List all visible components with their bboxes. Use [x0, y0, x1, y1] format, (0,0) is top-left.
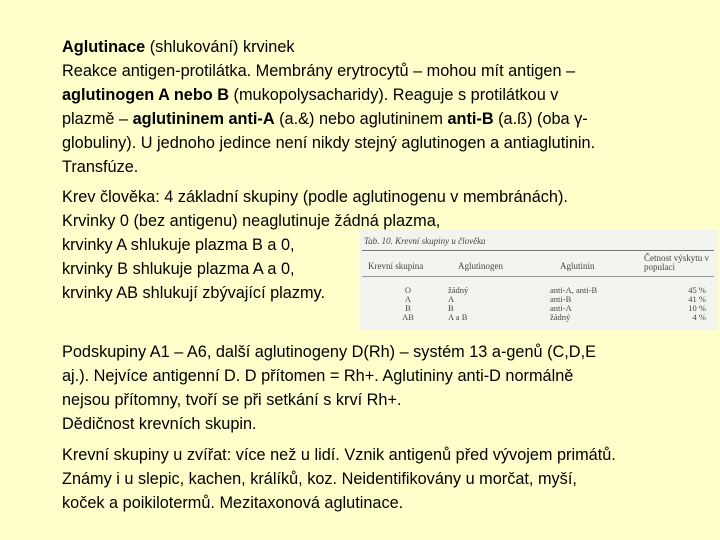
table-cell: anti-A: [550, 303, 572, 313]
line: krvinky B shlukuje plazma A a 0,: [62, 260, 295, 278]
line: Reakce antigen-protilátka. Membrány erytrocytů – mohou mít antigen –: [62, 62, 576, 80]
table-cell: B: [405, 303, 411, 313]
table-title: Tab. 10. Krevní skupiny u člověka: [364, 236, 486, 246]
text: (a.&) nebo aglutininem: [274, 110, 448, 128]
text: (mukopolysacharidy). Reaguje s protilátkou v: [229, 86, 559, 104]
line: Krvinky 0 (bez antigenu) neaglutinuje žádná plazma,: [62, 212, 441, 230]
paragraph-subgroups: [62, 340, 702, 436]
column-frequencies: [678, 286, 706, 322]
line: Známy i u slepic, kachen, králíků, koz. Neidentifikovány u morčat, myší,: [62, 470, 577, 488]
term-anti-b: anti-B: [447, 110, 494, 128]
table-cell: 4 %: [692, 312, 706, 322]
term-agglutination: Aglutinace: [62, 38, 146, 56]
line: globuliny). U jednoho jedince není nikdy stejný aglutinogen a antiaglutinin.: [62, 134, 596, 152]
column-agglutinins: [550, 286, 597, 322]
term-anti-a: aglutininem anti-A: [132, 110, 275, 128]
line: koček a poikilotermů. Mezitaxonová aglutinace.: [62, 494, 404, 512]
table-header: Četnost výskytu v populaci: [644, 253, 710, 272]
table-cell: anti-A, anti-B: [550, 285, 598, 295]
table-cell: 10 %: [688, 303, 706, 313]
text: (a.ß) (oba γ-: [493, 110, 588, 128]
line: [62, 35, 702, 59]
line: Podskupiny A1 – A6, další aglutinogeny D(Rh) – systém 13 a-genů (C,D,E: [62, 343, 596, 361]
table-cell: anti-B: [550, 294, 572, 304]
table-header: Aglutinin: [560, 261, 595, 271]
line: krvinky AB shlukují zbývající plazmy.: [62, 284, 325, 302]
column-agglutinogens: [448, 286, 468, 322]
table-cell: A: [448, 294, 455, 304]
line: krvinky A shlukuje plazma B a 0,: [62, 236, 295, 254]
paragraph-agglutination: [62, 35, 702, 179]
table-cell: B: [448, 303, 454, 313]
line: Transfúze.: [62, 158, 139, 176]
text: (shlukování) krvinek: [145, 38, 295, 56]
table-cell: žádný: [448, 285, 469, 295]
line: [62, 83, 702, 107]
table-header: Aglutinogen: [458, 261, 503, 271]
line: [62, 107, 702, 131]
table-rule: [362, 276, 714, 277]
table-cell: A a B: [448, 312, 468, 322]
paragraph-animals: [62, 443, 702, 515]
line: Krevní skupiny u zvířat: více než u lidí. Vznik antigenů před vývojem primátů.: [62, 446, 616, 464]
text: plazmě –: [62, 110, 133, 128]
line: Krev člověka: 4 základní skupiny (podle aglutinogenu v membránách).: [62, 188, 568, 206]
blood-group-table-image: [360, 230, 718, 330]
column-groups: [396, 286, 420, 322]
table-header: Krevní skupina: [368, 261, 424, 271]
line: aj.). Nejvíce antigenní D. D přítomen = Rh+. Aglutininy anti-D normálně: [62, 367, 574, 385]
line: Dědičnost krevních skupin.: [62, 415, 257, 433]
table-cell: O: [404, 285, 412, 295]
table-cell: A: [404, 294, 412, 304]
term-agglutinogen: aglutinogen A nebo B: [62, 86, 230, 104]
table-cell: AB: [402, 312, 414, 322]
table-cell: 41 %: [688, 294, 706, 304]
line: nejsou přítomny, tvoří se při setkání s krví Rh+.: [62, 391, 402, 409]
table-rule: [362, 250, 714, 251]
table-cell: žádný: [550, 312, 571, 322]
table-cell: 45 %: [688, 285, 706, 295]
